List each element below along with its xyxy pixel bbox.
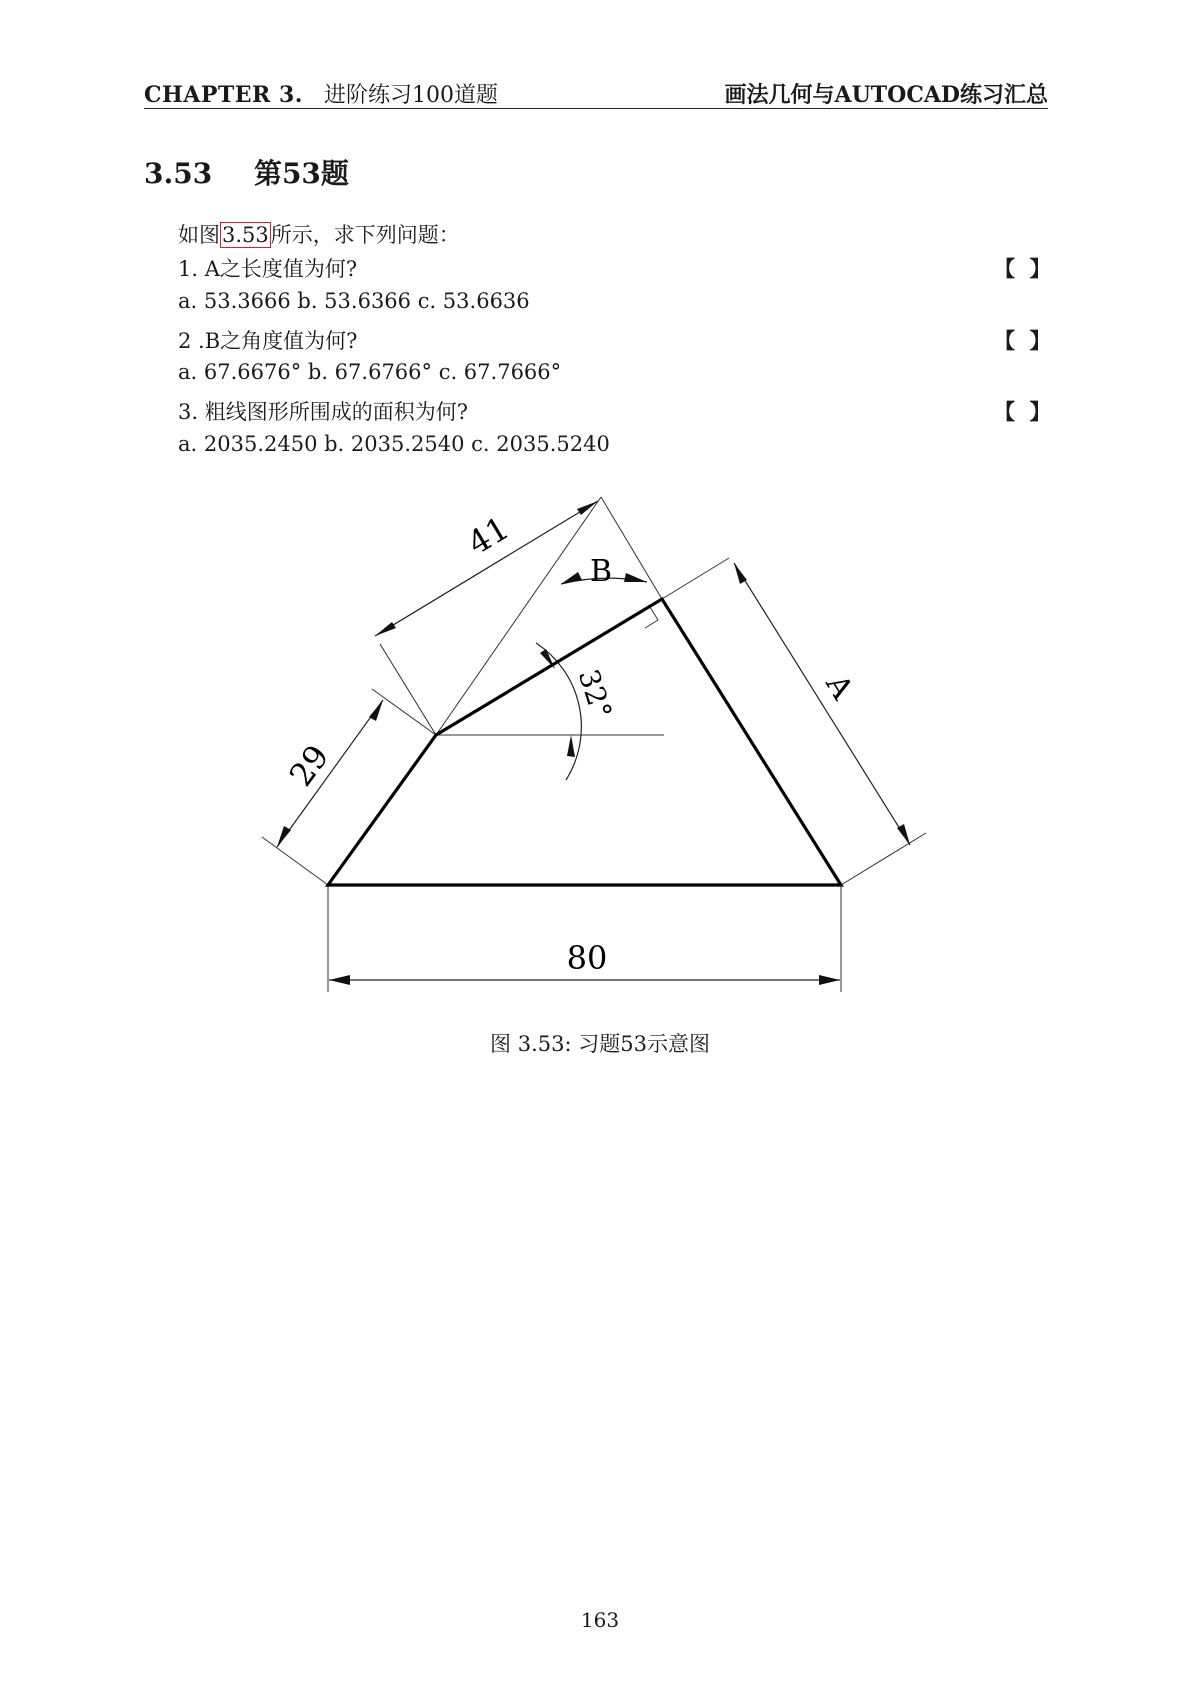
answer-bracket-2[interactable]: 【 】 <box>994 328 1051 353</box>
question-3: 3. 粗线图形所围成的面积为何? <box>178 400 468 424</box>
options-1: a. 53.3666 b. 53.6366 c. 53.6636 <box>178 289 530 313</box>
arrowhead <box>375 622 396 636</box>
chapter-title: 进阶练习100道题 <box>323 83 498 108</box>
options-2: a. 67.6676° b. 67.6766° c. 67.7666° <box>178 360 562 384</box>
extension-line-29-bottom <box>262 837 328 885</box>
dim-text-29: 29 <box>281 737 337 794</box>
extension-line-29-top <box>372 689 436 735</box>
intro-line: 如图3.53所示，求下列问题： <box>178 223 460 247</box>
figure-ref-link[interactable]: 3.53 <box>222 223 269 247</box>
dim-line-a <box>734 563 910 845</box>
right-angle-mark <box>645 607 658 628</box>
arrowhead <box>819 975 840 985</box>
options-3: a. 2035.2450 b. 2035.2540 c. 2035.5240 <box>178 432 610 456</box>
dim-text-angle-32: 32° <box>571 665 619 723</box>
arrowhead <box>897 824 910 845</box>
label-a: A <box>818 668 860 706</box>
dim-text-80: 80 <box>566 939 608 977</box>
extension-line-a-top <box>662 558 729 599</box>
geometry-figure <box>250 470 950 1010</box>
thick-outline-shape <box>328 599 841 885</box>
page-number: 163 <box>580 1608 620 1632</box>
section-name: 第53题 <box>253 157 349 190</box>
arrowhead <box>329 975 350 985</box>
arrowhead <box>369 700 383 721</box>
question-2: 2 .B之角度值为何? <box>178 329 358 353</box>
arrowhead <box>567 735 575 757</box>
arrowhead <box>577 501 598 515</box>
extension-line-a-bottom <box>841 833 926 885</box>
header-chapter <box>144 78 498 109</box>
book-title: 画法几何与AUTOCAD练习汇总 <box>724 82 1048 108</box>
arc-dim-32 <box>536 643 581 780</box>
chapter-label: CHAPTER 3. <box>144 82 303 108</box>
answer-bracket-1[interactable]: 【 】 <box>994 256 1051 281</box>
section-number: 3.53 <box>144 157 213 190</box>
section-title <box>144 152 349 192</box>
arrowhead <box>734 563 747 584</box>
dim-text-41: 41 <box>461 508 516 563</box>
figure-caption: 图 3.53: 习题53示意图 <box>490 1032 710 1056</box>
construction-line-41 <box>436 497 601 735</box>
extension-line-41-left <box>380 644 436 735</box>
question-1: 1. A之长度值为何? <box>178 257 358 281</box>
label-b: B <box>589 554 613 589</box>
page-header <box>144 76 1048 109</box>
arrowhead <box>277 826 291 847</box>
arrowhead <box>624 573 647 582</box>
answer-bracket-3[interactable]: 【 】 <box>994 399 1051 424</box>
